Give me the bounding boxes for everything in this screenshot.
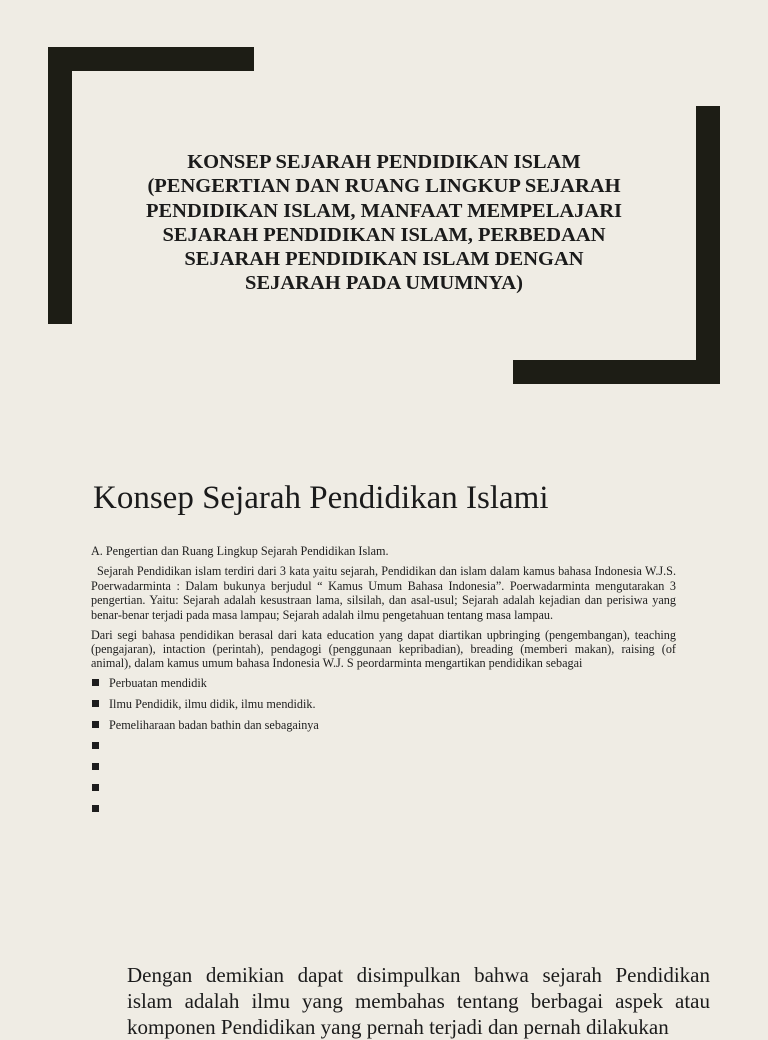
title-line: SEJARAH PENDIDIKAN ISLAM DENGAN <box>184 248 584 271</box>
list-item-text: Pemeliharaan badan bathin dan sebagainya <box>109 718 319 733</box>
paragraph-sejarah <box>91 564 676 622</box>
content-slide <box>0 410 768 930</box>
bullet-square-icon <box>92 679 99 686</box>
conclusion-slide <box>0 930 768 1039</box>
content-heading: Konsep Sejarah Pendidikan Islami <box>93 480 549 516</box>
content-body <box>91 544 676 823</box>
title-slide <box>0 0 768 410</box>
title-line: KONSEP SEJARAH PENDIDIKAN ISLAM <box>187 151 581 173</box>
conclusion-text: Dengan demikian dapat disimpulkan bahwa sejarah Pendidikan islam adalah ilmu yang membahas tentang berbagai aspek atau komponen Pendidikan yang pernah terjadi dan pernah dilakukan <box>127 963 710 1039</box>
bullet-square-icon <box>92 721 99 728</box>
title-line: SEJARAH PENDIDIKAN ISLAM, PERBEDAAN <box>162 223 606 246</box>
frame-top-left-horizontal <box>48 47 254 71</box>
list-item <box>91 760 676 781</box>
list-item <box>91 697 676 718</box>
bullet-square-icon <box>92 784 99 791</box>
paragraph-text: Sejarah Pendidikan islam terdiri dari 3 kata yaitu sejarah, Pendidikan dan islam dalam kamus bahasa Indonesia W.J.S. Poerwadarminta : Dalam bukunya berjudul “ Kamus Umum Bahasa Indonesia”. Poerwadarminta mengutarakan 3 pengertian. Yaitu: Sejarah adalah kesustraan lama, silsilah, dan asal-usul; Sejarah adalah kejadian dan perisiwa yang benar-benar terjadi pada masa lampau; Sejarah adalah ilmu pengetahuan tentang masa lampau. <box>91 564 676 622</box>
list-item <box>91 718 676 739</box>
paragraph-pendidikan: Dari segi bahasa pendidikan berasal dari kata education yang dapat diartikan upbringing (pengembangan), teaching (pengajaran), intaction (perintah), pendagogi (penggunaan kepribadian), breading (memberi makan), raising (of animal), dalam kamus umum bahasa Indonesia W.J. S peordarminta mengartikan pendidikan sebagai <box>91 627 676 671</box>
list-item-text: Ilmu Pendidik, ilmu didik, ilmu mendidik. <box>109 697 316 712</box>
bullet-square-icon <box>92 742 99 749</box>
list-item <box>91 781 676 802</box>
section-subhead: A. Pengertian dan Ruang Lingkup Sejarah Pendidikan Islam. <box>91 544 389 558</box>
slide-title <box>110 150 658 296</box>
frame-bottom-right-vertical <box>696 106 720 384</box>
list-item <box>91 739 676 760</box>
frame-top-left-vertical <box>48 47 72 324</box>
list-item <box>91 802 676 823</box>
bullet-square-icon <box>92 700 99 707</box>
title-line: (PENGERTIAN DAN RUANG LINGKUP SEJARAH <box>147 175 621 198</box>
list-item <box>91 676 676 697</box>
list-item-text: Perbuatan mendidik <box>109 676 207 691</box>
bullet-list <box>91 676 676 823</box>
bullet-square-icon <box>92 763 99 770</box>
frame-bottom-right-horizontal <box>513 360 720 384</box>
title-line: SEJARAH PADA UMUMNYA) <box>245 272 523 295</box>
title-line: PENDIDIKAN ISLAM, MANFAAT MEMPELAJARI <box>145 199 623 222</box>
bullet-square-icon <box>92 805 99 812</box>
